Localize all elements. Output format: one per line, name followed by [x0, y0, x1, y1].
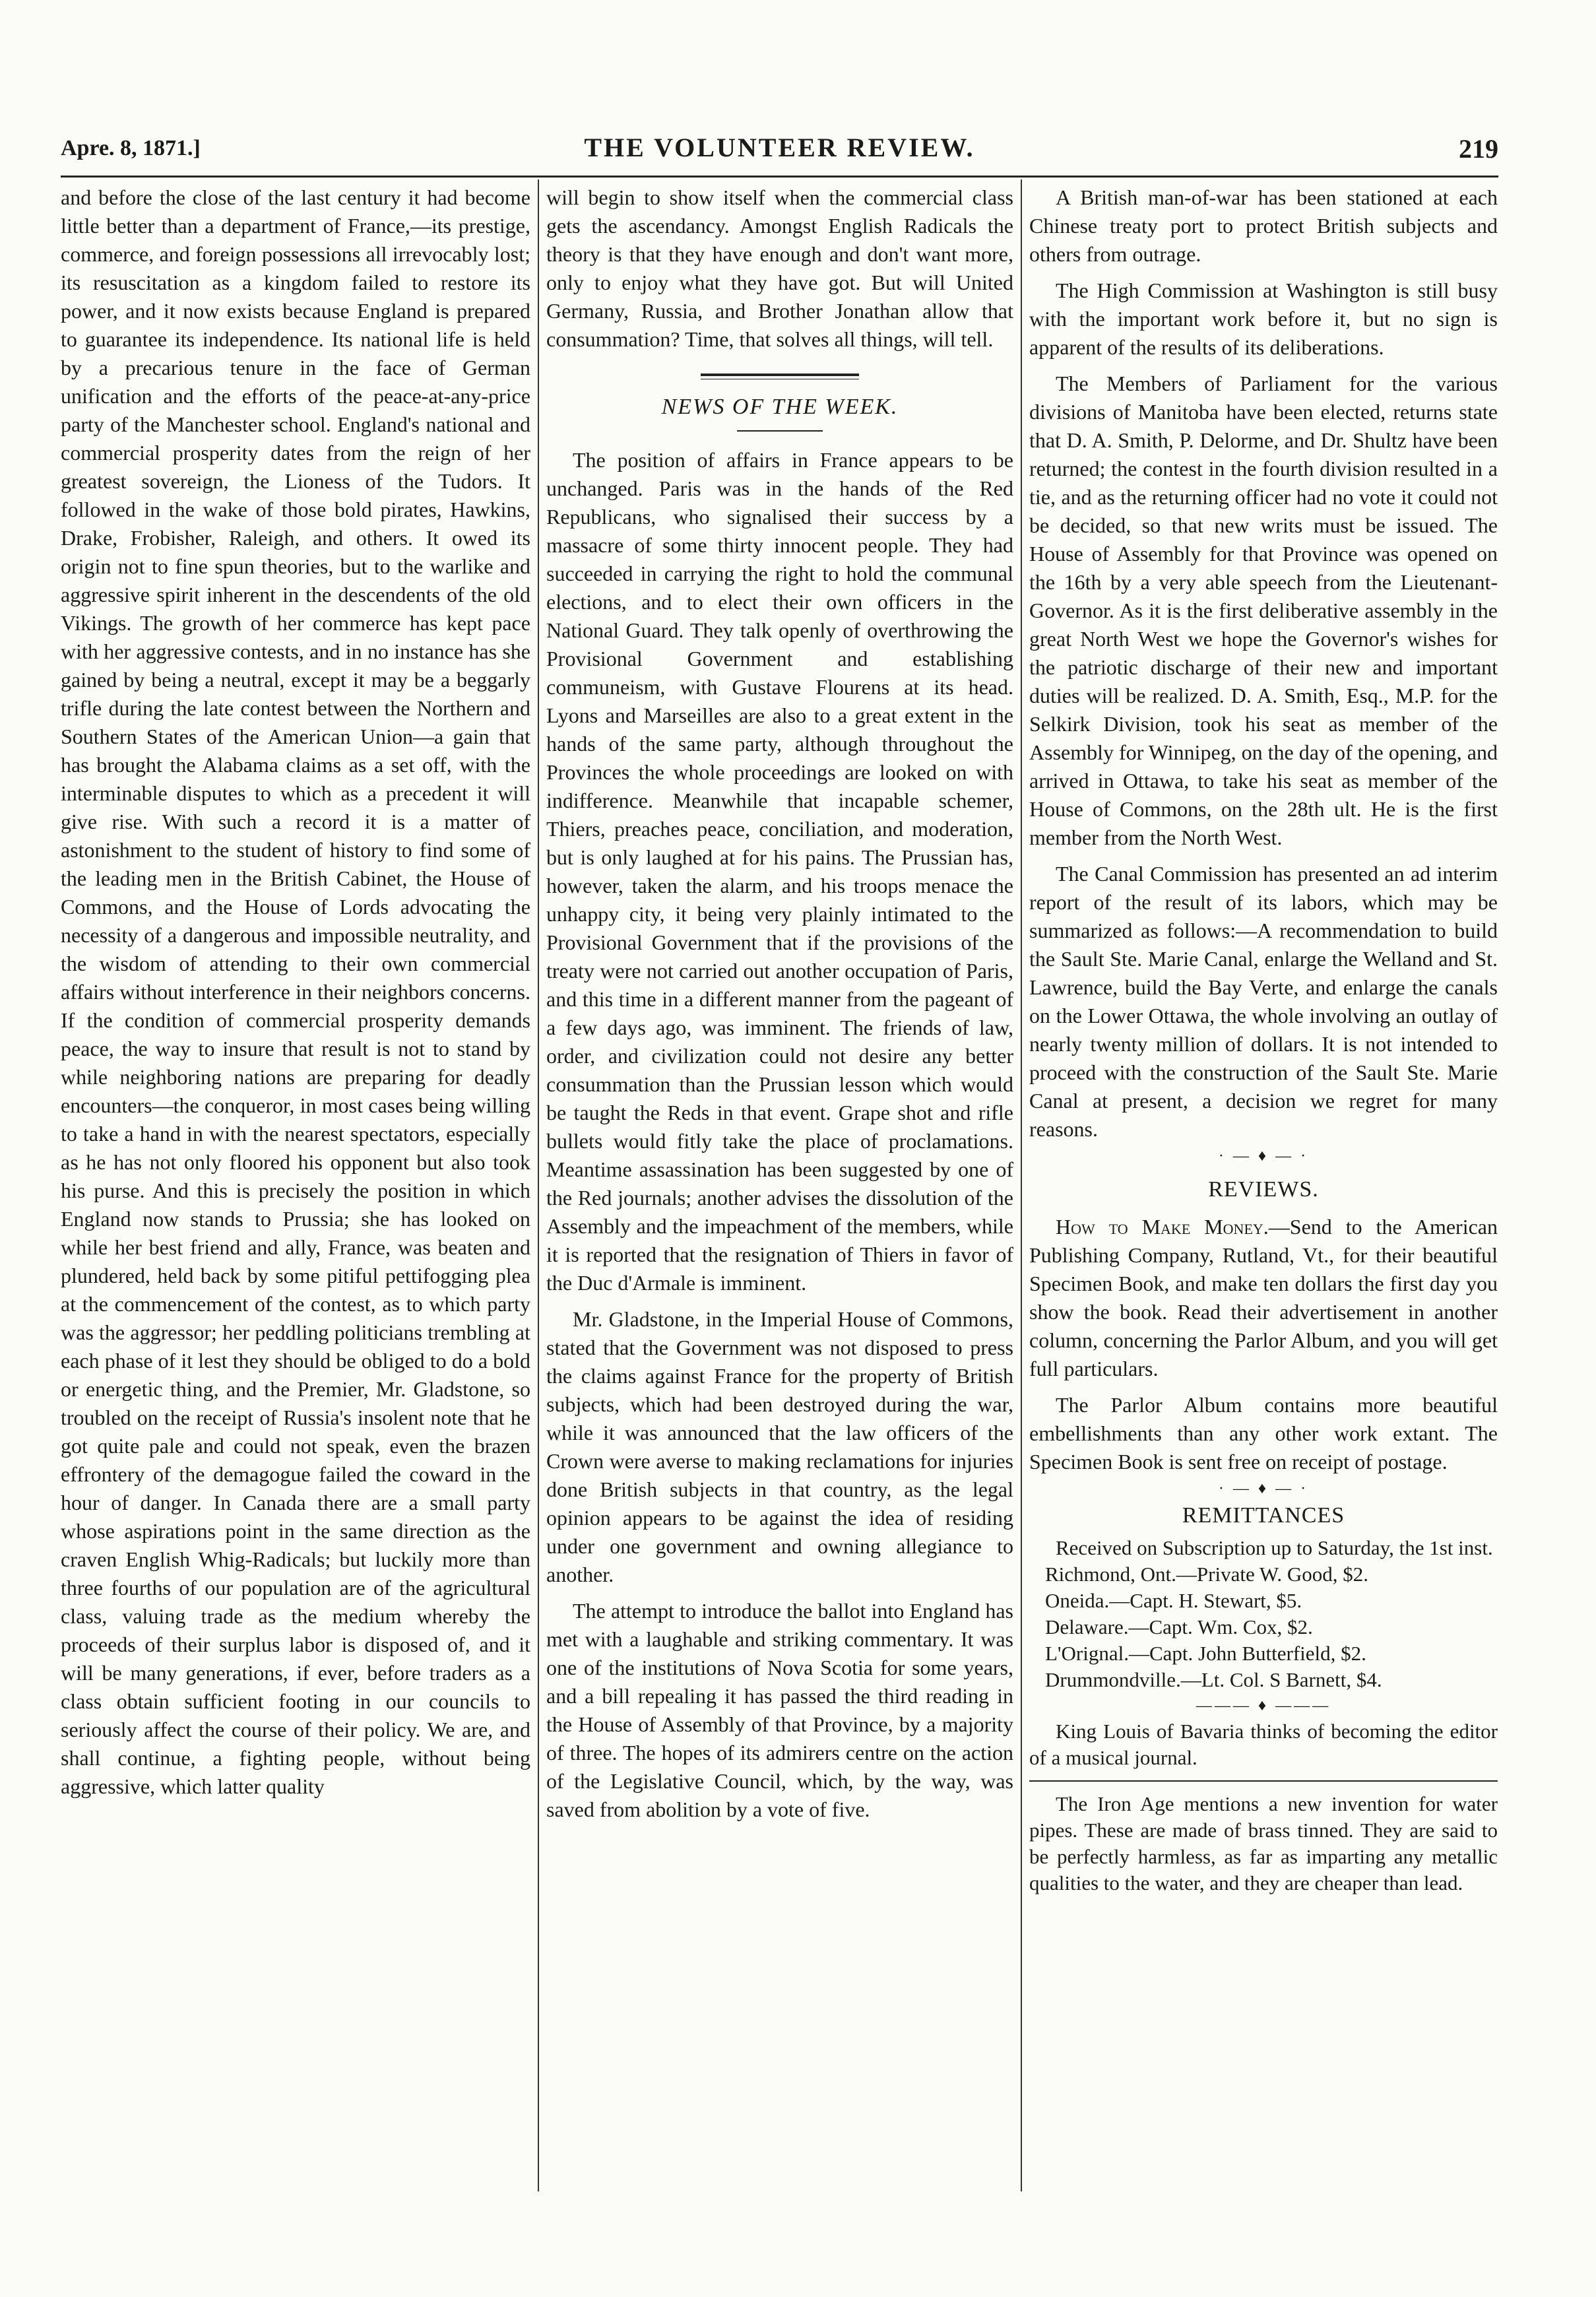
page-header: [61, 129, 1498, 169]
news-paragraph: King Louis of Bavaria thinks of becoming the editor of a musical journal.: [1029, 1720, 1498, 1769]
ornament-divider: ——— ♦ ———: [1196, 1697, 1331, 1714]
editorial-paragraph: and before the close of the last century it had become little better than a department of France,—its prestige, commerce, and foreign possessions all irrevocably lost; its resuscitation as a kingdom failed to restore its power, and it now exists because England is prepared to guarantee its independence. Its national life is held by a precarious tenure in the face of German unification and the efforts of the peace-at-any-price party of the Manchester school. England's national and commercial prosperity dates from the reign of her greatest sovereign, the Lioness of the Tudors. It followed in the wake of those bold pirates, Hawkins, Drake, Frobisher, Raleigh, and others. It owed its origin not to fine spun theories, but to the warlike and aggressive spirit inherent in the descendents of the old Vikings. The growth of her commerce has kept pace with her aggressive contests, and in no instance has she gained by being a neutral, except it may be a beggarly trifle during the late contest between the Northern and Southern States of the American Union—a gain that has brought the Alabama claims as a set off, with the interminable disputes to which as a precedent it will give rise. With such a record it is a matter of astonishment to the student of history to find some of the leading men in the British Cabinet, the House of Commons, and the House of Lords advocating the necessity of a dangerous and impossible neutrality, and the wisdom of attending to their own commercial affairs without interference in their neighbors concerns. If the condition of commercial prosperity demands peace, the way to insure that result is not to stand by while neighboring nations are preparing for deadly encounters—the conqueror, in most cases being willing to take a hand in with the nearest spectators, especially as he has not only floored his opponent but also took his purse. And this is precisely the position in which England now stands to Prussia; she has looked on while her best friend and ally, France, was beaten and plundered, held back by some pitiful pettifogging plea at the commencement of the contest, as to which party was the aggressor; her peddling politicians trembling at each phase of it lest they should be obliged to do a bold or energetic thing, and the Premier, Mr. Gladstone, so troubled on the receipt of Russia's insolent note that he got quite pale and could not speak, even the brazen effrontery of the demagogue failed the coward in the hour of danger. In Canada there are a small party whose aspirations point in the same direction as the craven English Whig-Radicals; but luckily more than three fourths of our population are of the agricultural class, valuing trade as the medium whereby the proceeds of their surplus labor is disposed of, and it will be many generations, if ever, before traders as a class obtain sufficient footing in our councils to seriously affect the course of their policy. We are, and shall continue, a fighting people, without being aggressive, which latter quality: [61, 185, 530, 1798]
section-divider: [701, 373, 859, 379]
remittances-intro: Received on Subscription up to Saturday, the 1st inst.: [1056, 1536, 1493, 1559]
news-paragraph: The attempt to introduce the ballot into England has met with a laughable and striking commentary. It was one of the institutions of Nova Scotia for some years, and a bill repealing it has passed the third reading in the House of Assembly of that Province, by a majority of three. The hopes of its admirers centre on the action of the Legislative Council, which, by the way, was saved from abolition by a vote of five.: [546, 1599, 1013, 1821]
news-paragraph: The Canal Commission has presented an ad interim report of the result of its labors, which may be summarized as follows:—A recommendation to build the Sault Ste. Marie Canal, enlarge the Welland and St. Lawrence, build the Bay Verte, and enlarge the canals on the Lower Ottawa, the whole involving an outlay of nearly twenty million of dollars. It is not intended to proceed with the construction of the Sault Ste. Marie Canal at present, a decision we regret for many reasons.: [1029, 862, 1498, 1141]
ornament-divider: · — ♦ — ·: [1218, 1148, 1309, 1165]
page-number: 219: [1459, 134, 1498, 164]
section-rule: [1029, 1780, 1498, 1782]
remittance-entry: Richmond, Ont.—Private W. Good, $2.: [1045, 1563, 1368, 1586]
review-paragraph: The Parlor Album contains more beautiful embellishments than any other work extant. The Specimen Book is sent free on receipt of postage.: [1029, 1393, 1498, 1473]
remittance-entry: Delaware.—Capt. Wm. Cox, $2.: [1045, 1615, 1313, 1638]
review-lead: How to Make Money.: [1056, 1215, 1269, 1239]
heading-rule: [737, 430, 823, 432]
column-divider: [538, 179, 539, 2191]
newspaper-title: THE VOLUNTEER REVIEW.: [584, 133, 975, 162]
remittance-entry: L'Orignal.—Capt. John Butterfield, $2.: [1045, 1642, 1366, 1665]
column-2: [546, 183, 1013, 2191]
news-paragraph: The Members of Parliament for the various divisions of Manitoba have been elected, returns state that D. A. Smith, P. Delorme, and Dr. Shultz have been returned; the contest in the fourth division resulted in a tie, and as the returning officer had no vote it could not be decided, so that new writs must be issued. The House of Assembly for that Province was opened on the 16th by a very able speech from the Lieutenant-Governor. As it is the first deliberative assembly in the great North West we hope the Governor's wishes for the patriotic discharge of their new and important duties will be realized. D. A. Smith, Esq., M.P. for the Selkirk Division, took his seat as member of the Assembly for Winnipeg, on the day of the opening, and arrived in Ottawa, to take his seat as member of the House of Commons, on the 28th ult. He is the first member from the North West.: [1029, 372, 1498, 849]
remittance-entry: Oneida.—Capt. H. Stewart, $5.: [1045, 1589, 1302, 1612]
issue-date: Apre. 8, 1871.]: [61, 136, 201, 160]
review-body: —Send to the American Publishing Company, Rutland, Vt., for their beautiful Specimen Book, and make ten dollars the first day you show the book. Read their advertisement in another column, concerning the Parlor Album, and you will get full particulars.: [1029, 1215, 1498, 1380]
news-paragraph: A British man-of-war has been stationed at each Chinese treaty port to protect British subjects and others from outrage.: [1029, 185, 1498, 266]
column-1: [61, 183, 530, 2191]
remittances-list: [1029, 1561, 1498, 1693]
ornament-divider: · — ♦ — ·: [1218, 1480, 1309, 1497]
news-paragraph: The position of affairs in France appears to be unchanged. Paris was in the hands of the Red Republicans, who signalised their success by a massacre of some thirty innocent people. They had succeeded in carrying the right to hold the communal elections, and to elect their own officers in the National Guard. They talk openly of overthrowing the Provisional Government and establishing communeism, with Gustave Flourens at its head. Lyons and Marseilles are also to a great extent in the hands of the same party, although throughout the Provinces the whole proceedings are looked on with indifference. Meanwhile that incapable schemer, Thiers, preaches peace, conciliation, and moderation, but is only laughed at for his pains. The Prussian has, however, taken the alarm, and his troops menace the unhappy city, it being very plainly intimated to the Provisional Government that if the provisions of the treaty were not carried out another occupation of Paris, and this time in a different manner from the pageant of a few days ago, was imminent. The friends of law, order, and civilization could not desire any better consummation than the Prussian lesson which would be taught the Reds in that event. Grape shot and rifle bullets would fitly take the place of proclamations. Meantime assassination has been suggested by one of the Red journals; another advises the dissolution of the Assembly and the impeachment of the members, while it is reported that the resignation of Thiers in favor of the Duc d'Armale is imminent.: [546, 448, 1013, 1295]
review-paragraph: [1029, 1213, 1498, 1383]
header-rule: [61, 176, 1498, 178]
reviews-heading: REVIEWS.: [1208, 1177, 1319, 1202]
news-paragraph: The High Commission at Washington is still busy with the important work before it, but no sign is apparent of the results of its deliberations.: [1029, 278, 1498, 359]
news-of-the-week-heading: NEWS OF THE WEEK.: [661, 395, 899, 419]
remittance-entry: Drummondville.—Lt. Col. S Barnett, $4.: [1045, 1668, 1382, 1691]
news-paragraph: The Iron Age mentions a new invention for water pipes. These are made of brass tinned. They are said to be perfectly harmless, as far as imparting any metallic qualities to the water, and they are cheaper than lead.: [1029, 1792, 1498, 1894]
column-divider: [1021, 179, 1022, 2191]
editorial-paragraph: will begin to show itself when the commercial class gets the ascendancy. Amongst English Radicals the theory is that they have enough and don't want more, only to enjoy what they have got. But will United Germany, Russia, and Brother Jonathan allow that consummation? Time, that solves all things, will tell.: [546, 185, 1013, 351]
column-3: [1029, 183, 1498, 2191]
news-paragraph: Mr. Gladstone, in the Imperial House of Commons, stated that the Government was not disposed to press the claims against France for the property of British subjects, which had been destroyed during the war, while it was announced that the law officers of the Crown were averse to making reclamations for injuries done British subjects in that country, as the legal opinion appears to be against the idea of residing under one government and owning allegiance to another.: [546, 1307, 1013, 1586]
remittances-heading: REMITTANCES: [1182, 1503, 1345, 1528]
